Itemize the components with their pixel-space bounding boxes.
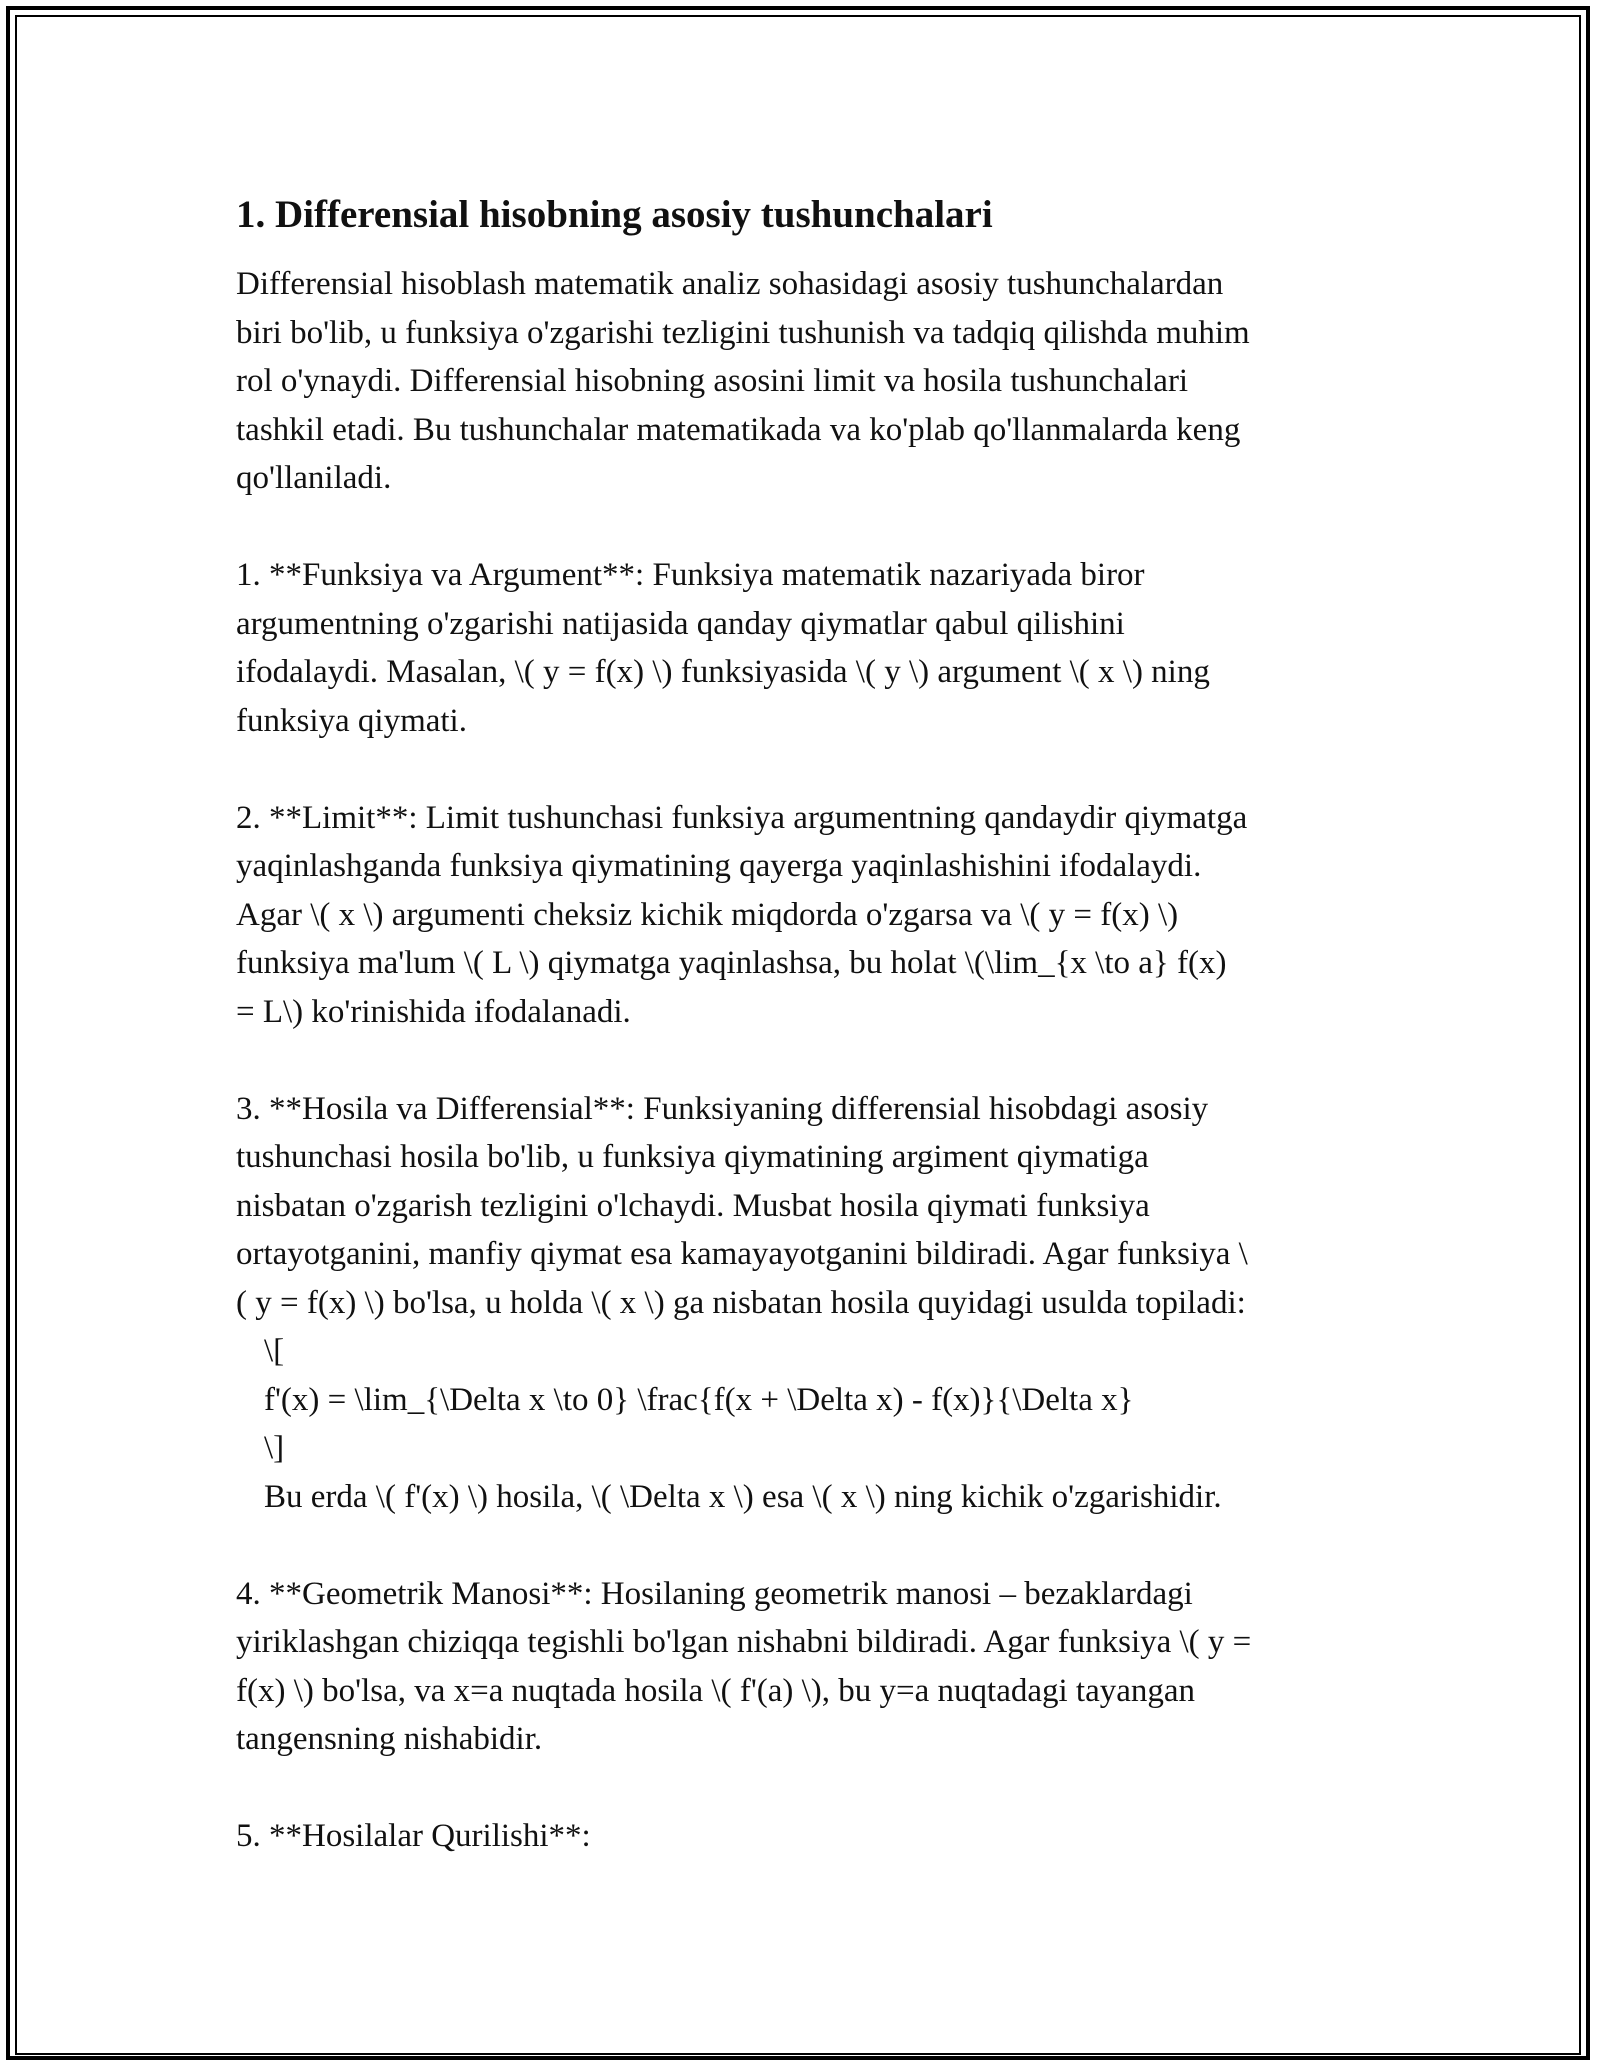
text-line: tangensning nishabidir. — [236, 1721, 543, 1757]
text-line: tashkil etadi. Bu tushunchalar matematikada va ko'plab qo'llanmalarda keng — [236, 411, 1241, 448]
text-line: 4. **Geometrik Manosi**: Hosilaning geometrik manosi – bezaklardagi — [236, 1575, 1193, 1612]
formula-line: Bu erda \( f'(x) \) hosila, \( \Delta x \) esa \( x \) ning kichik o'zgarishidir. — [264, 1478, 1222, 1515]
text-line: 5. **Hosilalar Qurilishi**: — [236, 1818, 591, 1854]
text-line: yaqinlashganda funksiya qiymatining qayerga yaqinlashishini ifodalaydi. — [236, 848, 1202, 884]
text-line: rol o'ynaydi. Differensial hisobning asosini limit va hosila tushunchalari — [236, 363, 1189, 399]
list-item-geometrik — [236, 1570, 1376, 1764]
text-line: funksiya ma'lum \( L \) qiymatga yaqinlashsa, bu holat \(\lim_{x \to a} f(x) — [236, 945, 1227, 981]
text-line: 1. **Funksiya va Argument**: Funksiya matematik nazariyada biror — [236, 557, 1145, 593]
section-heading: 1. Differensial hisobning asosiy tushunchalari — [236, 193, 993, 236]
text-line: Agar \( x \) argumenti cheksiz kichik miqdorda o'zgarsa va \( y = f(x) \) — [236, 896, 1179, 933]
document-body — [236, 190, 1376, 1861]
list-item-hosilalar — [236, 1812, 1376, 1861]
paragraph-gap — [236, 1036, 1376, 1085]
text-line: nisbatan o'zgarish tezligini o'lchaydi. Musbat hosila qiymati funksiya — [236, 1187, 1150, 1224]
text-line: = L\) ko'rinishida ifodalanadi. — [236, 993, 631, 1030]
paragraph-gap — [236, 503, 1376, 552]
text-line: tushunchasi hosila bo'lib, u funksiya qiymatining argiment qiymatiga — [236, 1139, 1149, 1175]
text-line: f(x) \) bo'lsa, va x=a nuqtada hosila \( f'(a) \), bu y=a nuqtadagi tayangan — [236, 1672, 1196, 1709]
text-line: ( y = f(x) \) bo'lsa, u holda \( x \) ga nisbatan hosila quyidagi usulda topiladi: — [236, 1284, 1246, 1321]
text-line: argumentning o'zgarishi natijasida qanday qiymatlar qabul qilishini — [236, 605, 1125, 642]
text-line: yiriklashgan chiziqqa tegishli bo'lgan nishabni bildiradi. Agar funksiya \( y = — [236, 1624, 1252, 1660]
formula-line: \] — [264, 1430, 285, 1466]
paragraph-gap — [236, 1521, 1376, 1570]
text-line: 3. **Hosila va Differensial**: Funksiyaning differensial hisobdagi asosiy — [236, 1090, 1209, 1127]
text-line: ortayotganini, manfiy qiymat esa kamayayotganini bildiradi. Agar funksiya \ — [236, 1236, 1248, 1272]
list-item-funksiya — [236, 551, 1376, 745]
paragraph-gap — [236, 745, 1376, 794]
list-item-limit — [236, 794, 1376, 1037]
text-line: ifodalaydi. Masalan, \( y = f(x) \) funksiyasida \( y \) argument \( x \) ning — [236, 654, 1210, 690]
formula-line: f'(x) = \lim_{\Delta x \to 0} \frac{f(x + \Delta x) - f(x)}{\Delta x} — [264, 1381, 1134, 1418]
text-line: qo'llaniladi. — [236, 460, 392, 496]
intro-paragraph — [236, 260, 1376, 503]
text-line: funksiya qiymati. — [236, 702, 467, 739]
paragraph-gap — [236, 1764, 1376, 1813]
text-line: Differensial hisoblash matematik analiz sohasidagi asosiy tushunchalardan — [236, 266, 1224, 302]
text-line: 2. **Limit**: Limit tushunchasi funksiya argumentning qandaydir qiymatga — [236, 799, 1248, 836]
text-line: biri bo'lib, u funksiya o'zgarishi tezligini tushunish va tadqiq qilishda muhim — [236, 314, 1250, 351]
formula-line: \[ — [264, 1333, 285, 1369]
list-item-hosila — [236, 1085, 1376, 1522]
